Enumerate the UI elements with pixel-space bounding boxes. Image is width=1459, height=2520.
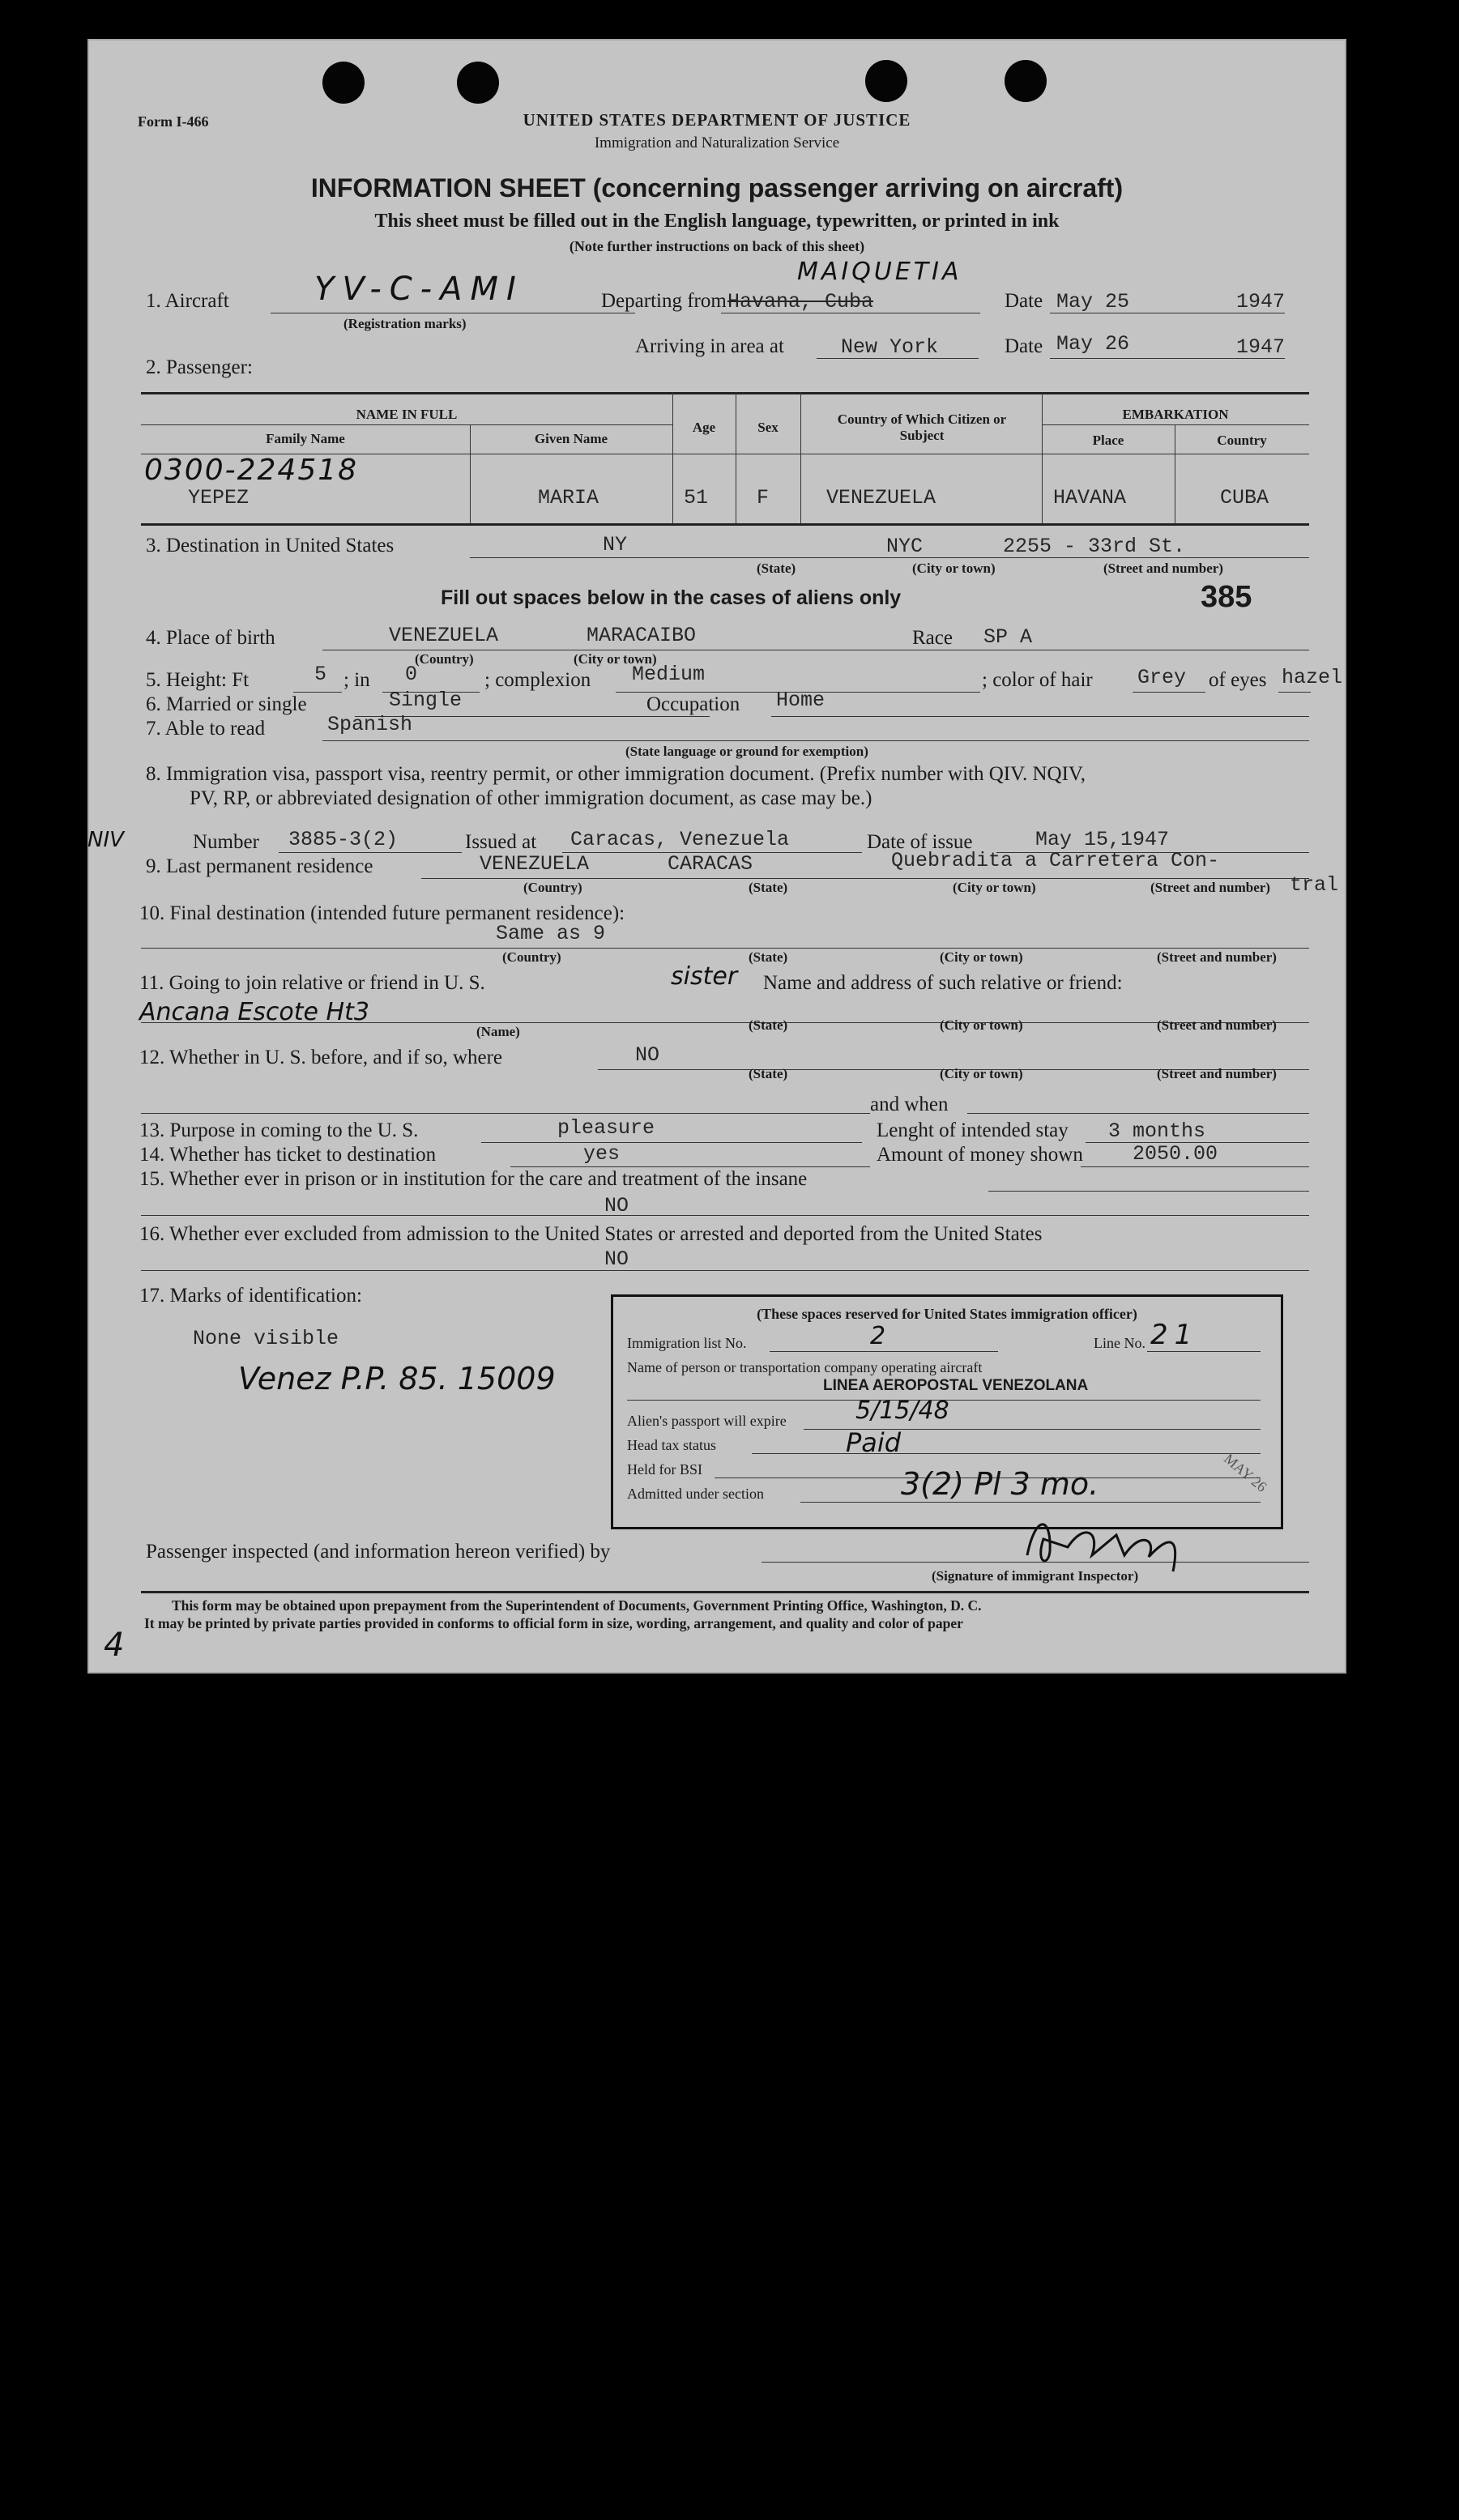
residence-country: VENEZUELA (480, 852, 590, 876)
visa-line-2: PV, RP, or abbreviated designation of other immigration document, as case may be.) (190, 787, 872, 809)
name-caption: (Name) (476, 1024, 520, 1039)
eye-color: hazel (1282, 666, 1343, 689)
sex: F (757, 486, 770, 510)
city-caption: (City or town) (574, 651, 657, 667)
final-dest-value: Same as 9 (496, 922, 606, 945)
hair-label: ; color of hair (982, 669, 1093, 691)
age: 51 (684, 486, 709, 510)
excluded: NO (604, 1247, 629, 1271)
marks-value: None visible (193, 1327, 339, 1350)
state-caption: (State) (749, 1066, 788, 1081)
company: LINEA AEROPOSTAL VENEZOLANA (823, 1377, 1089, 1394)
place-header: Place (1092, 433, 1124, 448)
residence-street-cont: tral (1290, 873, 1339, 897)
residence-label: 9. Last permanent residence (146, 855, 373, 877)
head-tax: Paid (846, 1427, 902, 1458)
form-id: Form I-466 (138, 113, 209, 130)
street-caption: (Street and number) (1157, 1066, 1277, 1081)
stay: 3 months (1108, 1119, 1206, 1143)
state-caption: (State) (749, 1017, 788, 1033)
company-label: Name of person or transportation company operating aircraft (627, 1359, 983, 1375)
occupation: Home (776, 689, 825, 712)
departing-hand: MAIQUETIA (797, 258, 962, 286)
complexion-label: ; complexion (484, 669, 591, 691)
visa-line-1: 8. Immigration visa, passport visa, reentry permit, or other immigration document. (Prefix number with QIV. NQIV, (146, 763, 1086, 785)
visa-number: 3885-3(2) (288, 828, 399, 851)
date-stamp: MAY 26 (1221, 1450, 1270, 1495)
country-caption: (Country) (523, 880, 582, 895)
height-in: 0 (405, 663, 418, 686)
join-hand-name: Ancana Escote Ht3 (139, 998, 369, 1026)
ticket: yes (583, 1142, 621, 1166)
city-caption: (City or town) (953, 880, 1036, 895)
birthplace-label: 4. Place of birth (146, 627, 275, 649)
birth-country: VENEZUELA (389, 624, 499, 647)
list-label: Immigration list No. (627, 1335, 747, 1351)
instruction: This sheet must be filled out in the English language, typewritten, or printed in ink (374, 211, 1060, 232)
punch-hole (322, 62, 365, 104)
arrive-year: 1947 (1236, 335, 1286, 359)
bsi-label: Held for BSI (627, 1461, 702, 1477)
dest-street: 2255 - 33rd St. (1003, 535, 1186, 558)
date2-label: Date (1005, 335, 1043, 357)
given-name-header: Given Name (534, 431, 608, 446)
punch-hole (865, 60, 907, 102)
occupation-label: Occupation (646, 693, 740, 715)
marital-status: Single (389, 689, 463, 712)
stamp-number: 385 (1201, 580, 1252, 614)
residence-state: CARACAS (668, 852, 753, 876)
prison: NO (604, 1194, 629, 1217)
form-sheet (87, 39, 1346, 1674)
street-caption: (Street and number) (1103, 561, 1223, 576)
street-caption: (Street and number) (1157, 1017, 1277, 1033)
purpose: pleasure (557, 1116, 655, 1140)
footer-line-2: It may be printed by private parties provided in conforms to official form in size, wording, arrangement, and quality and color of paper (144, 1615, 963, 1631)
state-caption: (State) (749, 880, 788, 895)
department-heading: UNITED STATES DEPARTMENT OF JUSTICE (523, 110, 911, 130)
before-value: NO (635, 1043, 660, 1067)
footer-line-1: This form may be obtained upon prepayment from the Superintendent of Documents, Government Printing Office, Washington, D. C. (172, 1597, 982, 1614)
race: SP A (983, 625, 1033, 649)
street-caption: (Street and number) (1157, 949, 1277, 965)
when-label: and when (870, 1094, 949, 1115)
state-caption: (State) (749, 949, 788, 965)
name-in-full-header: NAME IN FULL (356, 407, 458, 422)
section: 3(2) Pl 3 mo. (901, 1466, 1099, 1502)
street-caption: (Street and number) (1150, 880, 1270, 895)
ticket-label: 14. Whether has ticket to destination (139, 1144, 437, 1166)
issued-at: Caracas, Venezuela (570, 828, 790, 851)
money: 2050.00 (1133, 1142, 1218, 1166)
aircraft-value: YV-C-AMI (314, 271, 524, 308)
height-ft: 5 (314, 663, 327, 686)
marks-label: 17. Marks of identification: (139, 1285, 362, 1307)
marital-label: 6. Married or single (146, 693, 307, 715)
arriving-value: New York (841, 335, 939, 359)
read-language: Spanish (327, 713, 413, 736)
line-no: 21 (1150, 1319, 1199, 1351)
date-label: Date (1005, 290, 1043, 312)
sex-header: Sex (757, 420, 779, 435)
punch-hole (1005, 60, 1047, 102)
passport-expiry: 5/15/48 (855, 1396, 949, 1425)
complexion: Medium (632, 663, 706, 686)
excluded-label: 16. Whether ever excluded from admission to the United States or arrested and deported from the United States (139, 1223, 1043, 1245)
city-caption: (City or town) (940, 1066, 1023, 1081)
country-caption: (Country) (502, 949, 561, 965)
departing-struck: Havana, Cuba (727, 290, 874, 313)
family-name: YEPEZ (188, 486, 250, 510)
inches-label: ; in (343, 669, 370, 691)
eyes-label: of eyes (1209, 669, 1267, 691)
read-caption: (State language or ground for exemption) (625, 744, 868, 759)
issued-label: Issued at (465, 831, 537, 853)
embark-country: CUBA (1220, 486, 1269, 510)
issue-date-label: Date of issue (867, 831, 973, 853)
arriving-label: Arriving in area at (635, 335, 784, 357)
country-header: Country of Which Citizen or Subject (837, 411, 1007, 443)
service-heading: Immigration and Naturalization Service (594, 134, 840, 151)
state-caption: (State) (757, 561, 796, 576)
head-tax-label: Head tax status (627, 1437, 716, 1453)
birth-city: MARACAIBO (587, 624, 697, 647)
passenger-label: 2. Passenger: (146, 356, 253, 378)
city-caption: (City or town) (940, 1017, 1023, 1033)
margin-mark: 4 (104, 1627, 125, 1664)
city-caption: (City or town) (940, 949, 1023, 965)
aliens-heading: Fill out spaces below in the cases of aliens only (441, 586, 902, 609)
dest-state: NY (603, 533, 628, 556)
before-label: 12. Whether in U. S. before, and if so, where (139, 1047, 503, 1068)
country-caption: (Country) (415, 651, 474, 667)
join-relation: sister (671, 962, 738, 991)
join-label: 11. Going to join relative or friend in U. S. (139, 972, 485, 994)
age-header: Age (692, 420, 716, 435)
money-label: Amount of money shown (877, 1144, 1083, 1166)
dest-city: NYC (886, 535, 924, 558)
join-tail: Name and address of such relative or friend: (763, 972, 1123, 994)
note: (Note further instructions on back of this sheet) (569, 238, 865, 254)
family-name-header: Family Name (266, 431, 345, 446)
citizen-country: VENEZUELA (826, 486, 936, 510)
inspected-label: Passenger inspected (and information hereon verified) by (146, 1541, 611, 1563)
embarkation-header: EMBARKATION (1122, 407, 1229, 422)
line-label: Line No. (1094, 1335, 1145, 1351)
city-caption: (City or town) (912, 561, 996, 576)
residence-street: Quebradita a Carretera Con- (891, 849, 1220, 872)
visa-prefix: NIV (87, 828, 124, 852)
final-dest-label: 10. Final destination (intended future permanent residence): (139, 902, 625, 924)
departing-label: Departing from (601, 290, 727, 312)
hair-color: Grey (1137, 666, 1187, 689)
issue-date: May 15,1947 (1035, 828, 1170, 851)
depart-year: 1947 (1236, 290, 1286, 313)
depart-date: May 25 (1056, 290, 1130, 313)
officer-box-title: (These spaces reserved for United States immigration officer) (757, 1306, 1137, 1322)
race-label: Race (912, 627, 953, 649)
destination-label: 3. Destination in United States (146, 535, 395, 556)
purpose-label: 13. Purpose in coming to the U. S. (139, 1119, 419, 1141)
list-no: 2 (870, 1322, 886, 1350)
aircraft-label: 1. Aircraft (146, 290, 229, 312)
marks-hand: Venez P.P. 85. 15009 (238, 1361, 556, 1396)
reg-caption: (Registration marks) (343, 316, 467, 331)
punch-hole (457, 62, 499, 104)
height-label: 5. Height: Ft (146, 669, 250, 691)
embark-place: HAVANA (1053, 486, 1127, 510)
section-label: Admitted under section (627, 1486, 764, 1502)
form-title: INFORMATION SHEET (concerning passenger arriving on aircraft) (310, 173, 1124, 203)
given-name: MARIA (538, 486, 599, 510)
embark-country-header: Country (1217, 433, 1267, 448)
file-number: 0300-224518 (144, 454, 359, 487)
visa-number-label: Number (193, 831, 259, 853)
arrive-date: May 26 (1056, 332, 1130, 356)
signature-caption: (Signature of immigrant Inspector) (932, 1568, 1139, 1584)
stay-label: Lenght of intended stay (877, 1119, 1069, 1141)
read-label: 7. Able to read (146, 718, 266, 740)
prison-label: 15. Whether ever in prison or in institution for the care and treatment of the insane (139, 1168, 808, 1190)
passport-label: Alien's passport will expire (627, 1413, 787, 1429)
